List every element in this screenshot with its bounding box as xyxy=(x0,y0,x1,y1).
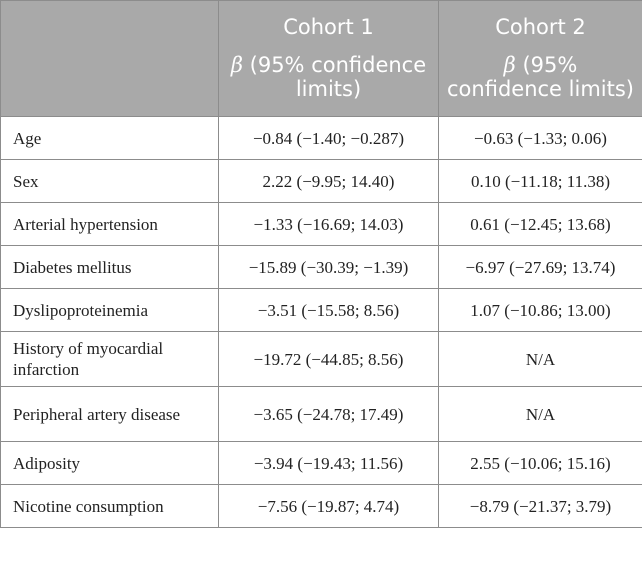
table-row xyxy=(1,332,642,387)
cohort-2-value: 2.55 (−10.06; 15.16) xyxy=(439,442,642,485)
cohort-2-subtitle: (95% confidence limits) xyxy=(447,53,634,101)
row-label: Sex xyxy=(1,160,219,203)
cohort-1-value: −3.65 (−24.78; 17.49) xyxy=(219,387,439,442)
cohort-2-value: 0.10 (−11.18; 11.38) xyxy=(439,160,642,203)
cohort-1-value: −0.84 (−1.40; −0.287) xyxy=(219,117,439,160)
header-variable xyxy=(1,1,219,117)
cohort-2-value: N/A xyxy=(439,387,642,442)
cohort-1-value: −15.89 (−30.39; −1.39) xyxy=(219,246,439,289)
header-row xyxy=(1,1,642,117)
cohort-2-beta: β xyxy=(503,53,516,77)
cohort-2-value: N/A xyxy=(439,332,642,387)
cohort-1-value: 2.22 (−9.95; 14.40) xyxy=(219,160,439,203)
row-label: Diabetes mellitus xyxy=(1,246,219,289)
cohort-1-value: −1.33 (−16.69; 14.03) xyxy=(219,203,439,246)
cohort-2-value: −6.97 (−27.69; 13.74) xyxy=(439,246,642,289)
table-header xyxy=(1,1,642,117)
row-label: Dyslipoproteinemia xyxy=(1,289,219,332)
row-label: Peripheral artery disease xyxy=(1,387,219,442)
table-row xyxy=(1,117,642,160)
table-row xyxy=(1,160,642,203)
cohort-2-title: Cohort 2 xyxy=(495,15,586,39)
table-body xyxy=(1,117,642,528)
cohort-2-value: −0.63 (−1.33; 0.06) xyxy=(439,117,642,160)
table-row xyxy=(1,485,642,528)
row-label: Arterial hypertension xyxy=(1,203,219,246)
cohort-1-value: −3.51 (−15.58; 8.56) xyxy=(219,289,439,332)
header-cohort-2 xyxy=(439,1,642,117)
table-row xyxy=(1,289,642,332)
cohort-1-title: Cohort 1 xyxy=(283,15,374,39)
row-label: Nicotine consumption xyxy=(1,485,219,528)
row-label: History of myocardial infarction xyxy=(1,332,219,387)
cohort-1-value: −3.94 (−19.43; 11.56) xyxy=(219,442,439,485)
cohort-2-value: 0.61 (−12.45; 13.68) xyxy=(439,203,642,246)
table-row xyxy=(1,203,642,246)
cohort-2-value: −8.79 (−21.37; 3.79) xyxy=(439,485,642,528)
cohort-1-subtitle: (95% confidence limits) xyxy=(242,53,427,101)
header-cohort-1 xyxy=(219,1,439,117)
cohort-1-value: −19.72 (−44.85; 8.56) xyxy=(219,332,439,387)
table-row xyxy=(1,387,642,442)
table-row xyxy=(1,442,642,485)
cohort-1-beta: β xyxy=(230,53,243,77)
row-label: Age xyxy=(1,117,219,160)
row-label: Adiposity xyxy=(1,442,219,485)
table-row xyxy=(1,246,642,289)
cohort-2-value: 1.07 (−10.86; 13.00) xyxy=(439,289,642,332)
cohort-1-value: −7.56 (−19.87; 4.74) xyxy=(219,485,439,528)
